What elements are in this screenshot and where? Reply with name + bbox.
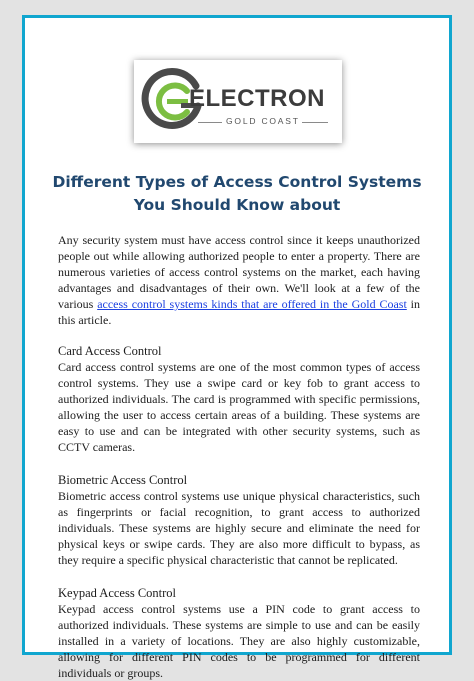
logo-divider-right: [302, 122, 328, 123]
gold-coast-access-control-link[interactable]: access control systems kinds that are offered in the Gold Coast: [97, 297, 407, 311]
intro-text-after-link: in this article.: [58, 297, 420, 327]
section-heading-biometric-access: Biometric Access Control: [58, 473, 188, 487]
electron-logo: [134, 60, 342, 143]
page-frame: [22, 15, 452, 680]
intro-text-before-link: Any security system must have access control since it keeps unauthorized people out while allowing authorized people to enter a property. There are numerous varieties of access control systems on the market, each having advantages and disadvantages of their own. We'll look at a few of the various: [58, 233, 420, 311]
logo-wordmark: ELECTRON: [189, 85, 325, 112]
title-line-1: Different Types of Access Control Systems: [52, 173, 422, 191]
title-line-2: You Should Know about: [133, 196, 341, 214]
section-heading-card-access: Card Access Control: [58, 344, 162, 358]
section-heading-keypad-access: Keypad Access Control: [58, 586, 177, 600]
document-title: [35, 171, 439, 217]
logo-divider-left: [198, 122, 222, 123]
section-body-keypad-access: Keypad access control systems use a PIN code to grant access to authorized individuals. These systems are simple to use and can be easily installed in a variety of locations. They are also highly customizable, allowing for different PIN codes to be programmed for different individuals or groups.: [58, 602, 420, 680]
section-body-biometric-access: Biometric access control systems use unique physical characteristics, such as fingerprints or facial recognition, to grant access to authorized individuals. These systems are highly secure and eliminate the need for physical keys or swipe cards. They are also more difficult to bypass, as they require a specific physical characteristic that cannot be replicated.: [58, 489, 420, 567]
intro-paragraph: [58, 232, 420, 328]
document-body: [58, 232, 420, 681]
section-body-card-access: Card access control systems are one of the most common types of access control systems. They use a swipe card or key fob to grant access to authorized individuals. The card is programmed with specific permissions, allowing the user to access certain areas of a building. These systems are easy to use and can be integrated with other security systems, such as CCTV cameras.: [58, 360, 420, 454]
logo-tagline: GOLD COAST: [226, 116, 300, 126]
